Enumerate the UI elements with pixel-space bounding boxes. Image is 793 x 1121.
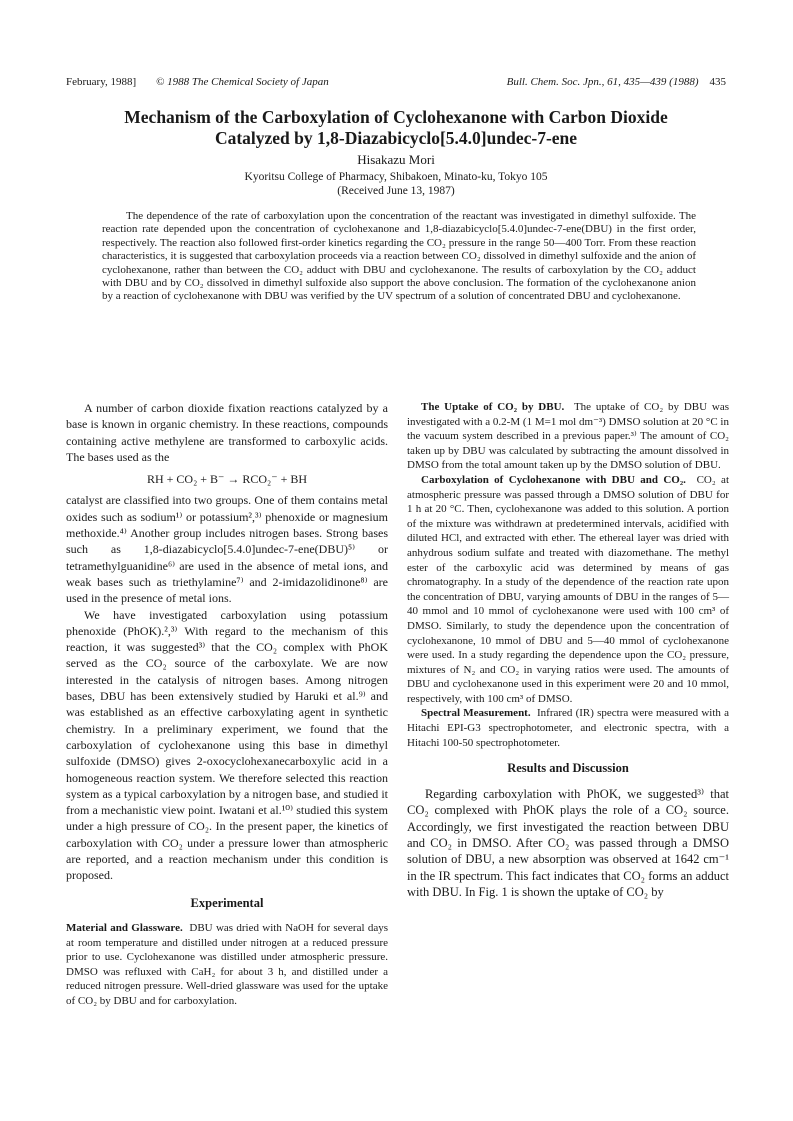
header-date: February, 1988]	[66, 76, 137, 88]
abstract: The dependence of the rate of carboxylation upon the concentration of the reactant was investigated in dimethyl sulfoxide. The reaction rate depended upon the concentration of cyclohexanone and 1,8-diazabicyclo[5.4.0]undec-7-ene(DBU) in the first order, respectively. The reaction also followed first-order kinetics regarding the CO₂ pressure in the range 50—400 Torr. From these reaction characteristics, it is suggested that carboxylation proceeds via a reaction between CO₂ dissolved in dimethyl sulfoxide and the anion of cyclohexanone, rather than between the CO₂ adduct with DBU and cyclohexanone. The results of carboxylation by the CO₂ adduct with DBU and by CO₂ dissolved in dimethyl sulfoxide also support the above conclusion. The formation of the cyclohexanone anion by a reaction of cyclohexanone with DBU was verified by the UV spectrum of a solution of concentrated DBU and cyclohexanone.	[102, 210, 696, 303]
intro-paragraph-1a: A number of carbon dioxide fixation reactions catalyzed by a base is known in organic chemistry. In these reactions, compounds containing active methylene are transformed to carboxylic acids. The bases used as the	[66, 401, 388, 464]
uptake-text: The uptake of CO₂ by DBU was investigated with a 0.2-M (1 M=1 mol dm⁻³) DMSO solution at 20 °C in the vacuum system described in a previous paper.³⁾ The amount of CO₂ taken up by DBU was calculated by subtracting the amount dissolved in DMSO from the total amount taken up by the DMSO solution of DBU.	[407, 401, 729, 472]
section-heading-experimental: Experimental	[190, 895, 264, 910]
title-line-2: Catalyzed by 1,8-Diazabicyclo[5.4.0]undec-7-ene	[214, 128, 578, 148]
materials-paragraph	[66, 921, 388, 1009]
uptake-heading: The Uptake of CO₂ by DBU.	[421, 401, 565, 413]
intro-paragraph-1b: catalyst are classified into two groups. One of them contains metal oxides such as sodium¹⁾ or potassium²,³⁾ phenoxide or magnesium methoxide.⁴⁾ Another group includes nitrogen bases. Strong bases such as 1,8-diazabicyclo[5.4.0]undec-7-ene(DBU)⁵⁾ or tetramethylguanidine⁶⁾ are used in the absence of metal ions, and weak bases such as triethylamine⁷⁾ and 2-imidazolidinone⁸⁾ are used in the presence of metal ions.	[66, 493, 388, 606]
header-journal-info	[507, 76, 726, 88]
carboxylation-text: CO₂ at atmospheric pressure was passed through a DMSO solution of DBU for 1 h at 20 °C. Then, cyclohexanone was added to this solution. A portion of the mixture was withdrawn at predetermined intervals, acidified with diluted HCl, and extracted with ether. The ethereal layer was dried with anhydrous sodium sulfate and treated with diazomethane. The methyl ester of the carboxylic acid was determined by means of gas chromatography. In a study of the dependence of the reaction rate upon the concentration of DBU, varying amounts of DBU in the ranges of 5—40 mmol and 10 mmol of cyclohexanone were used with 100 cm³ of DMSO. Similarly, to study the dependence upon the concentration of cyclohexanone, 10 mmol of DBU and 5—40 mmol of cyclohexanone were used. In a study regarding the dependence upon the CO₂ pressure, mixtures of N₂ and CO₂ in varying ratios were used. The amounts of DBU and cyclohexanone used in this experiment were 20 and 10 mmol, respectively, with 100 cm³ of DMSO.	[407, 473, 729, 705]
intro-paragraph-2: We have investigated carboxylation using potassium phenoxide (PhOK).²,³⁾ With regard to the mechanism of this reaction, it was suggested³⁾ that the CO₂ complex with PhOK served as the CO₂ source of the carboxylate. We are now interested in the catalysis of nitrogen bases. Among nitrogen bases, DBU has been extensively studied by Haruki et al.⁹⁾ and was established as an effective carboxylating agent in synthetic chemistry. In a preliminary experiment, we found that the carboxylation of cyclohexanone using this base in dimethyl sulfoxide (DMSO) gives 2-oxocyclohexanecarboxylic acid in a homogeneous reaction system. We therefore selected this reaction system as a typical carboxylation by a nitrogen base, and studied it from a mechanistic view point. Iwatani et al.¹⁰⁾ studied this system under a high pressure of CO₂. In the present paper, the kinetics of carboxylation with CO₂ under a pressure lower than atmospheric are reported, and a reaction mechanism under this condition is proposed.	[66, 607, 388, 883]
header-journal: Bull. Chem. Soc. Jpn., 61, 435—439 (1988)	[506, 76, 699, 88]
right-column	[407, 400, 729, 901]
section-heading-results: Results and Discussion	[507, 761, 629, 776]
author: Hisakazu Mori	[357, 152, 435, 167]
materials-text: DBU was dried with NaOH for several days at room temperature and distilled under nitrogen at a reduced pressure prior to use. Cyclohexanone was distilled under atmospheric pressure. DMSO was refluxed with CaH₂ for about 3 h, and distilled under a reduced nitrogen pressure. Well-dried glassware was used for the uptake of CO₂ by DBU and for carboxylation.	[66, 921, 389, 1007]
reaction-equation: RH + CO₂ + B⁻ → RCO₂⁻ + BH	[146, 472, 308, 487]
received-date: (Received June 13, 1987)	[337, 185, 455, 197]
page-number: 435	[709, 76, 726, 88]
running-header	[66, 76, 726, 92]
paper-title	[66, 107, 726, 149]
materials-heading: Material and Glassware.	[66, 921, 183, 934]
spectral-heading: Spectral Measurement.	[421, 707, 531, 720]
spectral-text: Infrared (IR) spectra were measured with a Hitachi EPI-G3 spectrophotometer, and electronic spectra, with a Hitachi 100-50 spectrophotometer.	[407, 707, 729, 749]
header-copyright: © 1988 The Chemical Society of Japan	[156, 76, 329, 88]
title-line-1: Mechanism of the Carboxylation of Cyclohexanone with Carbon Dioxide	[124, 107, 668, 127]
affiliation-block	[66, 170, 726, 198]
left-column	[66, 400, 388, 1008]
results-paragraph-1: Regarding carboxylation with PhOK, we suggested³⁾ that CO₂ complexed with PhOK plays the role of a CO₂ source. Accordingly, we first investigated the reaction between DBU and CO₂ in DMSO. After CO₂ was passed through a DMSO solution of DBU, a new absorption was observed at 1642 cm⁻¹ in the IR spectrum. This fact indicates that CO₂ forms an adduct with DBU. In Fig. 1 is shown the uptake of CO₂ by	[407, 786, 729, 900]
carboxylation-heading: Carboxylation of Cyclohexanone with DBU and CO₂.	[421, 473, 686, 486]
affiliation: Kyoritsu College of Pharmacy, Shibakoen, Minato-ku, Tokyo 105	[244, 171, 548, 183]
